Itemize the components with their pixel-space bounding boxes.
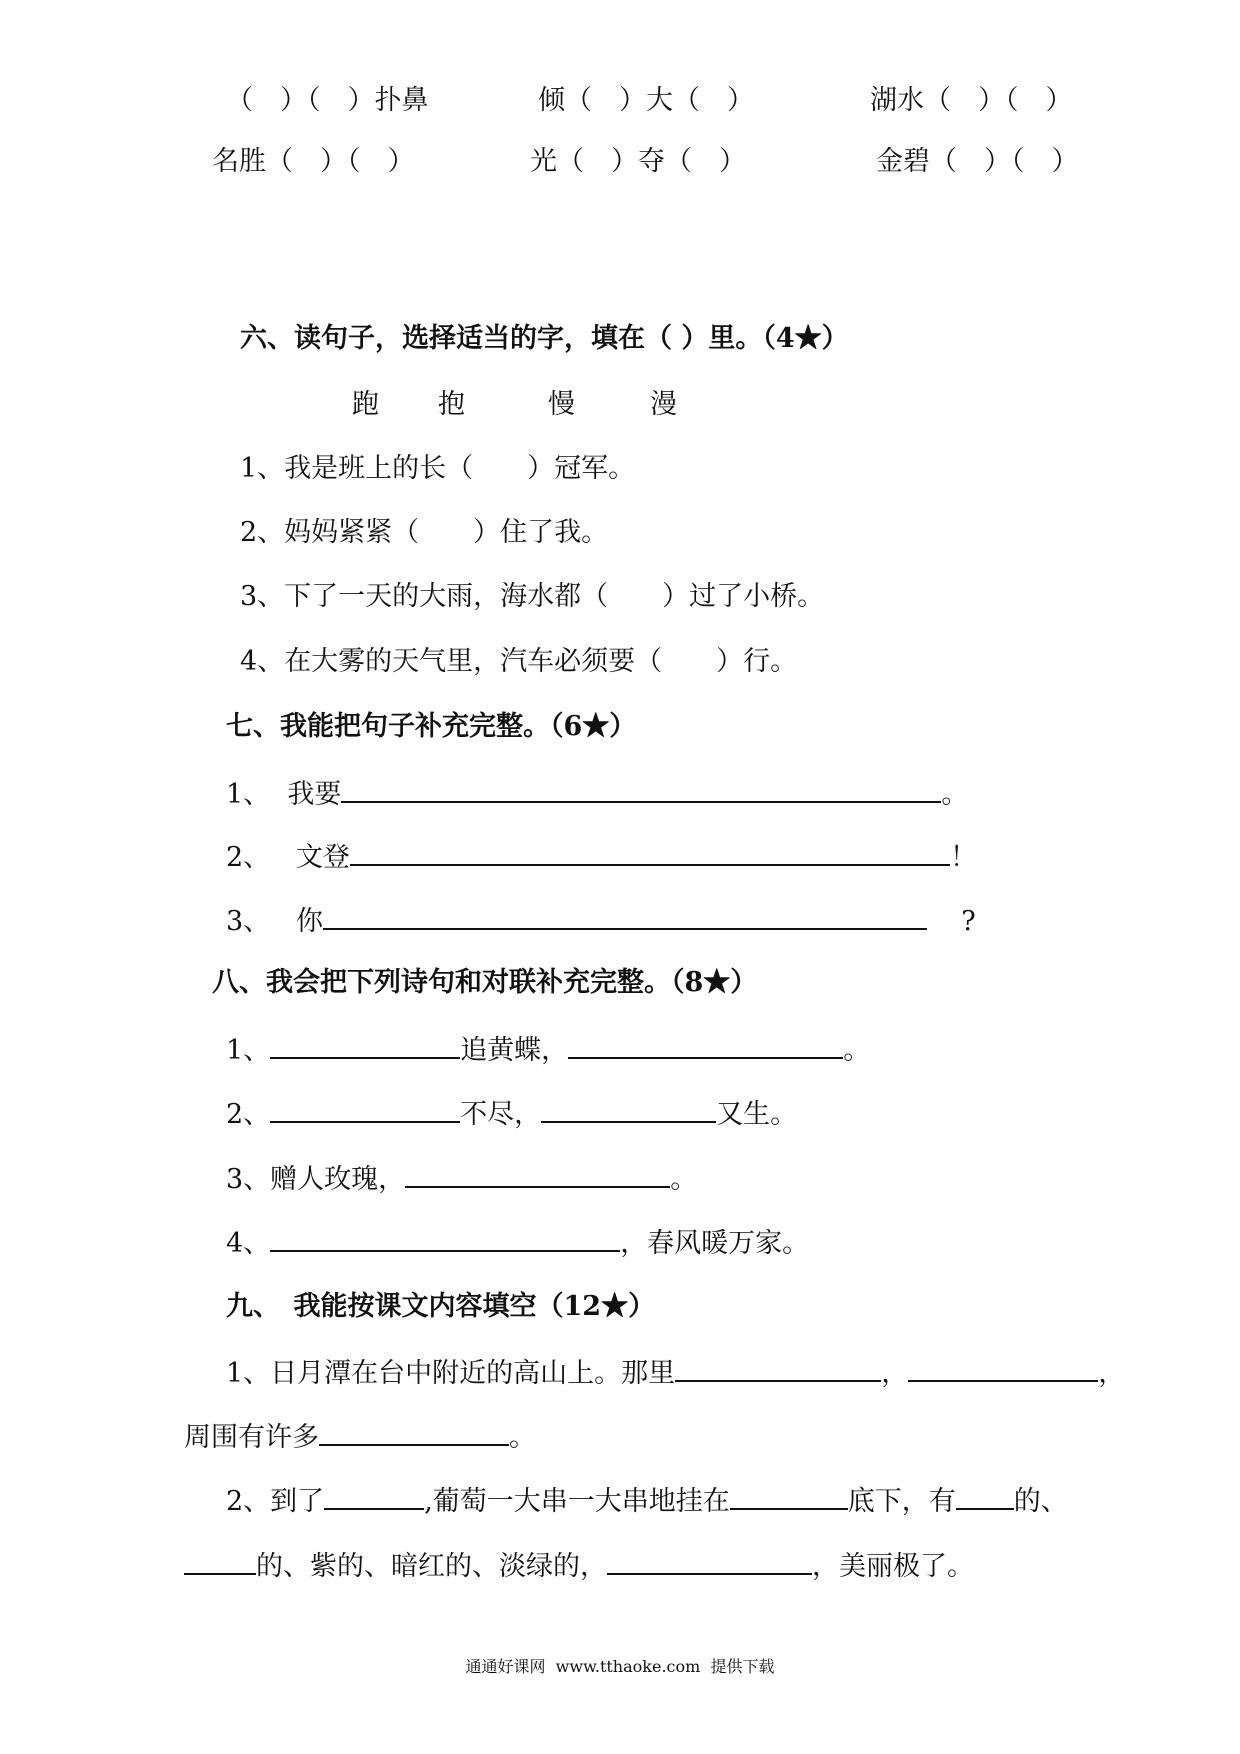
answer-blank bbox=[319, 1418, 509, 1446]
section-7-title: 七、我能把句子补充完整。（6★） bbox=[226, 711, 637, 742]
answer-blank bbox=[541, 1095, 716, 1123]
section-7-item: 2、 文登 ！ bbox=[226, 838, 977, 875]
word-fill-4: 名胜（ ）（ ） bbox=[212, 146, 415, 177]
answer-blank bbox=[184, 1547, 256, 1575]
answer-blank bbox=[607, 1547, 812, 1575]
answer-blank bbox=[323, 902, 927, 930]
section-8-title: 八、我会把下列诗句和对联补充完整。（8★） bbox=[212, 967, 758, 998]
answer-blank bbox=[730, 1482, 848, 1510]
section-8-item: 1、 追黄蝶， 。 bbox=[226, 1031, 870, 1068]
answer-blank bbox=[956, 1482, 1014, 1510]
section-7-item: 1、 我要 。 bbox=[226, 775, 968, 812]
answer-blank bbox=[270, 1031, 460, 1059]
section-9-item-2-cont: 的、紫的、暗红的、淡绿的， ，美丽极了。 bbox=[184, 1547, 974, 1584]
answer-blank bbox=[350, 838, 950, 866]
answer-blank bbox=[405, 1160, 670, 1188]
choice-word: 慢 bbox=[548, 389, 575, 420]
answer-blank bbox=[675, 1354, 881, 1382]
section-8-item: 3、赠人玫瑰， 。 bbox=[226, 1160, 697, 1197]
choice-word: 跑 bbox=[352, 389, 379, 420]
section-9-item-2: 2、到了 ,葡萄一大串一大串地挂在 底下，有 的、 bbox=[226, 1482, 1068, 1519]
section-9-item-1-cont: 周围有许多 。 bbox=[184, 1418, 536, 1455]
section-6-item: 1、我是班上的长（ ）冠军。 bbox=[240, 453, 636, 484]
section-6-title: 六、读句子，选择适当的字，填在（ ）里。（4★） bbox=[240, 323, 849, 354]
answer-blank bbox=[324, 1482, 424, 1510]
answer-blank bbox=[270, 1224, 620, 1252]
section-6-item: 2、妈妈紧紧（ ）住了我。 bbox=[240, 517, 609, 548]
answer-blank bbox=[908, 1354, 1098, 1382]
section-8-item: 4、 ，春风暖万家。 bbox=[226, 1224, 809, 1261]
section-9-item-1: 1、日月潭在台中附近的高山上。那里 ， ， bbox=[226, 1354, 1125, 1391]
answer-blank bbox=[568, 1031, 843, 1059]
section-9-title: 九、 我能按课文内容填空（12★） bbox=[226, 1291, 656, 1322]
word-fill-5: 光（ ）夺（ ） bbox=[530, 146, 746, 177]
answer-blank bbox=[270, 1095, 460, 1123]
word-fill-6: 金碧（ ）（ ） bbox=[876, 146, 1079, 177]
section-6-item: 4、在大雾的天气里，汽车必须要（ ）行。 bbox=[240, 646, 798, 677]
word-fill-1: （ ）（ ）扑鼻 bbox=[226, 85, 429, 116]
section-6-item: 3、下了一天的大雨，海水都（ ）过了小桥。 bbox=[240, 581, 825, 612]
choice-word: 抱 bbox=[438, 389, 465, 420]
section-8-item: 2、 不尽， 又生。 bbox=[226, 1095, 797, 1132]
word-fill-3: 湖水（ ）（ ） bbox=[870, 85, 1073, 116]
choice-word: 漫 bbox=[650, 389, 677, 420]
answer-blank bbox=[341, 775, 941, 803]
section-7-item: 3、 你 ? bbox=[226, 902, 976, 939]
word-fill-2: 倾（ ）大（ ） bbox=[538, 85, 754, 116]
page-footer: 通通好课网 www.tthaoke.com 提供下载 bbox=[465, 1657, 775, 1676]
